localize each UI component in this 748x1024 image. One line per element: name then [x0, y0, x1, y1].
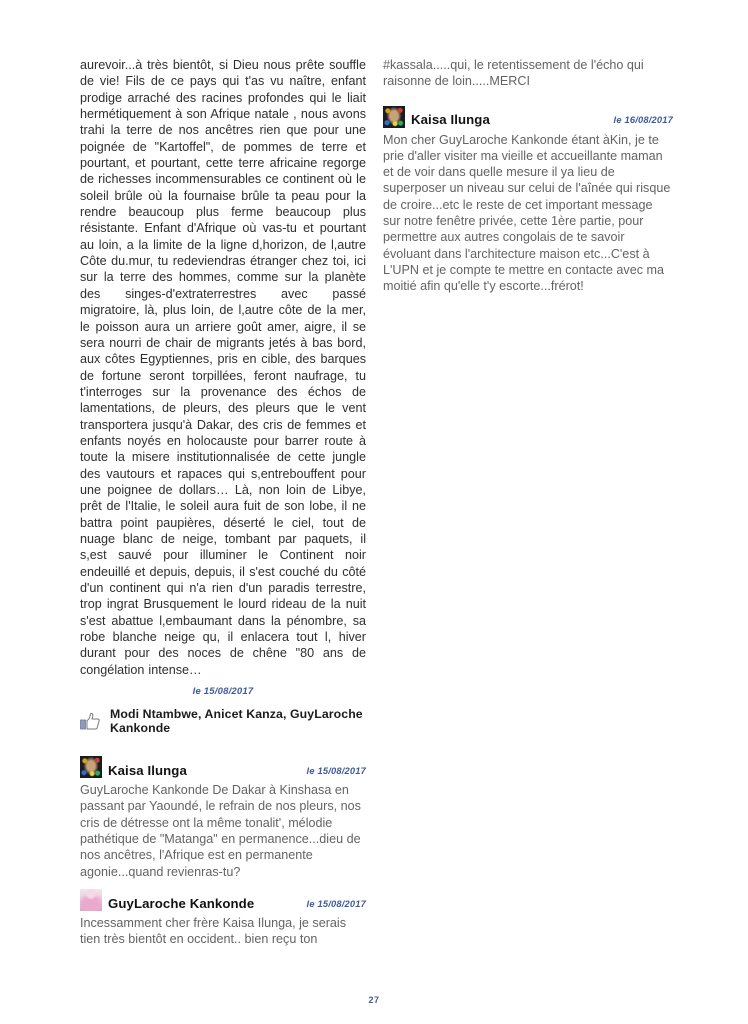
comment [80, 889, 366, 948]
comment-author: Kaisa Ilunga [108, 762, 187, 778]
thumbs-up-icon [80, 712, 101, 730]
avatar-kaisa-ilunga [80, 756, 102, 778]
comment-date: le 15/08/2017 [306, 898, 366, 909]
comment-author: GuyLaroche Kankonde [108, 895, 255, 911]
comment-date: le 16/08/2017 [613, 115, 673, 126]
avatar-guylaroche-kankonde [80, 889, 102, 911]
comment-continuation-text: #kassala.....qui, le retentissement de l'écho qui raisonne de loin.....MERCI [383, 58, 644, 89]
left-column [80, 57, 366, 947]
post-date: le 15/08/2017 [192, 686, 254, 698]
comment-text: GuyLaroche Kankonde De Dakar à Kinshasa en passant par Yaoundé, le refrain de nos pleurs, nos cris de détresse ont la même tonalit', mélodie pathétique de "Matanga" en permanence...dieu de nos ancêtres, l'Afrique est en permanente agonie...quand revienras-tu? [80, 783, 361, 879]
comment-date: le 15/08/2017 [306, 765, 366, 776]
page-number: 27 [368, 995, 380, 1005]
comment-header [80, 756, 366, 779]
post-body-text: aurevoir...à très bientôt, si Dieu nous prête souffle de vie! Fils de ce pays qui t'as vu naître, enfant prodige arraché des racines profondes qui le liait hermétiquement à son Afrique natale , nous avons trahi la terre de nos ancêtres rien que pour une poignée de "Kartoffel", de pommes de terre et pourtant, et pourtant, cette terre africaine regorge de richesses incommensurables ce continent où le soleil brûle où la fournaise brûle ta peau pour la rendre beaucoup plus ferme beaucoup plus résistante. Enfant d'Afrique où vas-tu et pourtant au loin, a la limite de la ligne d,horizon, de l,autre Côte du.mur, tu redeviendras étranger chez toi, ici sur la terre des hommes, comme sur la planète des singes-d'extraterrestres avec passé migratoire, là, plus loin, de l,autre côte de la mer, le poisson aura un arriere goût amer, aigre, il se sera nourri de chair de migrants jetés à bas bord, aux côtes Egyptiennes, pris en cible, des barques de fortune seront torpillées, feront naufrage, tu t'interroges sur la provenance des échos de lamentations, de pleurs, des pleurs que le vent transportera jusqu'à Dakar, des cris de femmes et enfants noyés en holocauste pour barrer route à toute la misere institutionnalisée de cette jungle des vautours et rapaces qui s,entrebouffent pour une poignee de dollars… Là, non loin de Libye, prêt de l'Italie, le soleil aura fuit de son lobe, il ne battra point paupières, déserté le ciel, tout de nuage blanc de neige, tombant par paquets, il s,est sauvé pour illuminer le Continent noir endeuillé et depuis, depuis, il s'est couché du côté d'un continent qui n'a rien d'un paradis terrestre, trop ingrat Brusquement le lourd rideau de la nuit s'est abattue l,embaumant dans la pénombre, sa robe blanche neige qu, il enlacera tout l, hiver durant pour des noces de chêne "80 ans de congélation intense… [80, 58, 366, 677]
comment [383, 106, 673, 295]
like-names: Modi Ntambwe, Anicet Kanza, GuyLaroche Kankonde [110, 707, 363, 736]
comment-author: Kaisa Ilunga [411, 112, 490, 128]
avatar-kaisa-ilunga [383, 106, 405, 128]
comment-header [383, 106, 673, 129]
comment [80, 756, 366, 880]
like-row [80, 707, 366, 736]
comment-text: Incessamment cher frère Kaisa Ilunga, je serais tien très bientôt en occident.. bien reçu ton [80, 915, 346, 947]
comment-header [80, 889, 366, 912]
right-column [383, 57, 673, 295]
comment-text: Mon cher GuyLaroche Kankonde étant àKin, je te prie d'aller visiter ma vieille et accueillante maman et de voir dans quelle mesure il ya lieu de superposer un niveau sur celui de l'aînée qui risque de croire...etc le reste de cet important message sur notre fenêtre privée, cette 1ère partie, pour permettre aux autres congolais de te savoir évoluant dans l'architecture maison etc...C'est à L'UPN et je compte te mettre en contacte avec ma moitié afin qu'elle t'y escorte...frérot! [383, 132, 671, 294]
